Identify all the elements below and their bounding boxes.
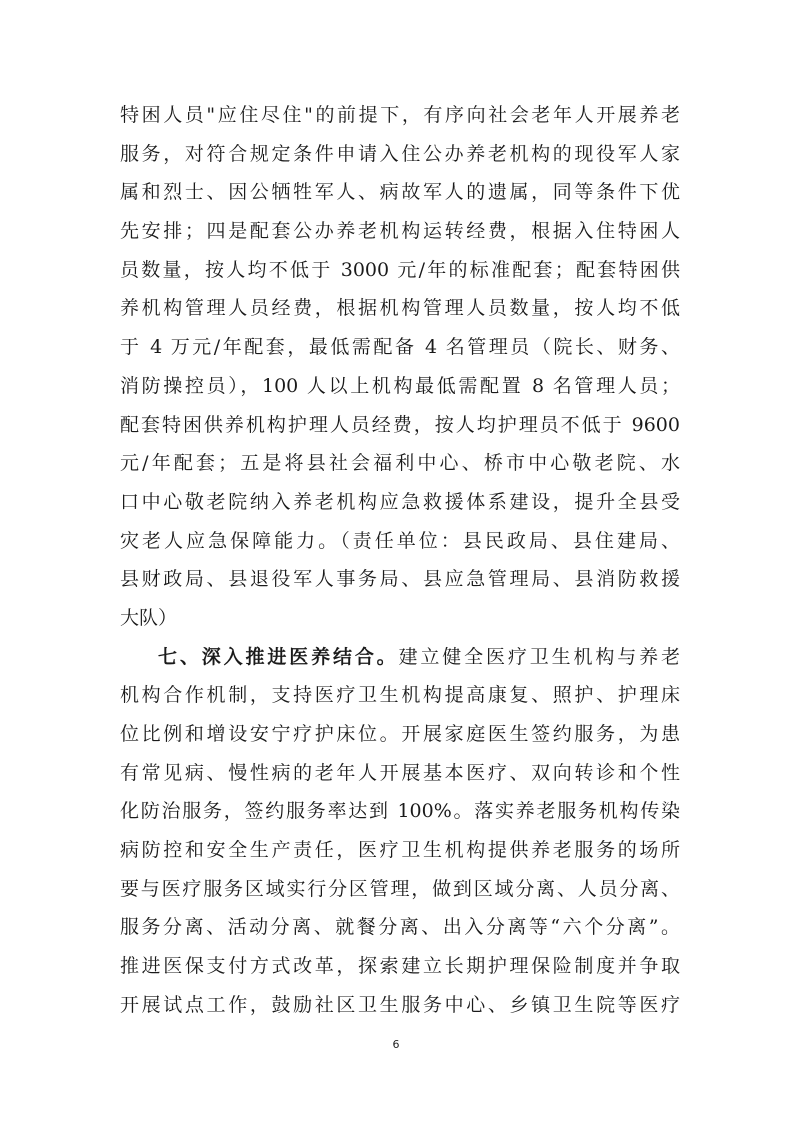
paragraph-line: 先安排；四是配套公办养老机构运转经费，根据入住特困人 [120,220,680,243]
paragraph-line: 口中心敬老院纳入养老机构应急救援体系建设，提升全县受 [120,490,680,513]
page-number: 6 [392,1038,400,1051]
paragraph-line: 于 4 万元/年配套，最低需配备 4 名管理员（院长、财务、 [120,336,680,359]
section-line: 要与医疗服务区域实行分区管理，做到区域分离、人员分离、 [120,877,680,900]
paragraph-line: 员数量，按人均不低于 3000 元/年的标准配套；配套特困供 [120,258,680,281]
section-first-line [120,638,680,677]
section-first-line-text: 建立健全医疗卫生机构与养老 [398,645,680,668]
section-line: 推进医保支付方式改革，探索建立长期护理保险制度并争取 [120,955,680,978]
section-line: 化防治服务，签约服务率达到 100%。落实养老服务机构传染 [120,800,680,823]
section-line: 有常见病、慢性病的老年人开展基本医疗、双向转诊和个性 [120,761,680,784]
section-line: 病防控和安全生产责任，医疗卫生机构提供养老服务的场所 [120,839,680,862]
paragraph-line: 特困人员"应住尽住"的前提下，有序向社会老年人开展养老 [120,104,680,126]
paragraph-line: 属和烈士、因公牺牲军人、病故军人的遗属，同等条件下优 [120,181,680,204]
paragraph-line: 消防操控员），100 人以上机构最低需配置 8 名管理人员； [120,374,680,397]
section-line: 服务分离、活动分离、就餐分离、出入分离等“六个分离”。 [120,916,680,939]
section-line: 开展试点工作，鼓励社区卫生服务中心、乡镇卫生院等医疗 [120,993,680,1016]
paragraph-line: 配套特困供养机构护理人员经费，按人均护理员不低于 9600 [120,413,680,436]
body-text [120,96,680,1025]
section-line: 位比例和增设安宁疗护床位。开展家庭医生签约服务，为患 [120,723,680,745]
paragraph-line: 养机构管理人员经费，根据机构管理人员数量，按人均不低 [120,297,680,320]
paragraph-line: 服务，对符合规定条件申请入住公办养老机构的现役军人家 [120,142,680,165]
paragraph-line: 大队） [120,606,178,629]
paragraph-line: 县财政局、县退役军人事务局、县应急管理局、县消防救援 [120,568,680,591]
paragraph-line: 灾老人应急保障能力。（责任单位：县民政局、县住建局、 [120,529,680,552]
section-line: 机构合作机制，支持医疗卫生机构提高康复、照护、护理床 [120,684,680,707]
paragraph-line: 元/年配套；五是将县社会福利中心、桥市中心敬老院、水 [120,452,680,475]
section-heading: 七、深入推进医养结合。 [158,645,399,668]
